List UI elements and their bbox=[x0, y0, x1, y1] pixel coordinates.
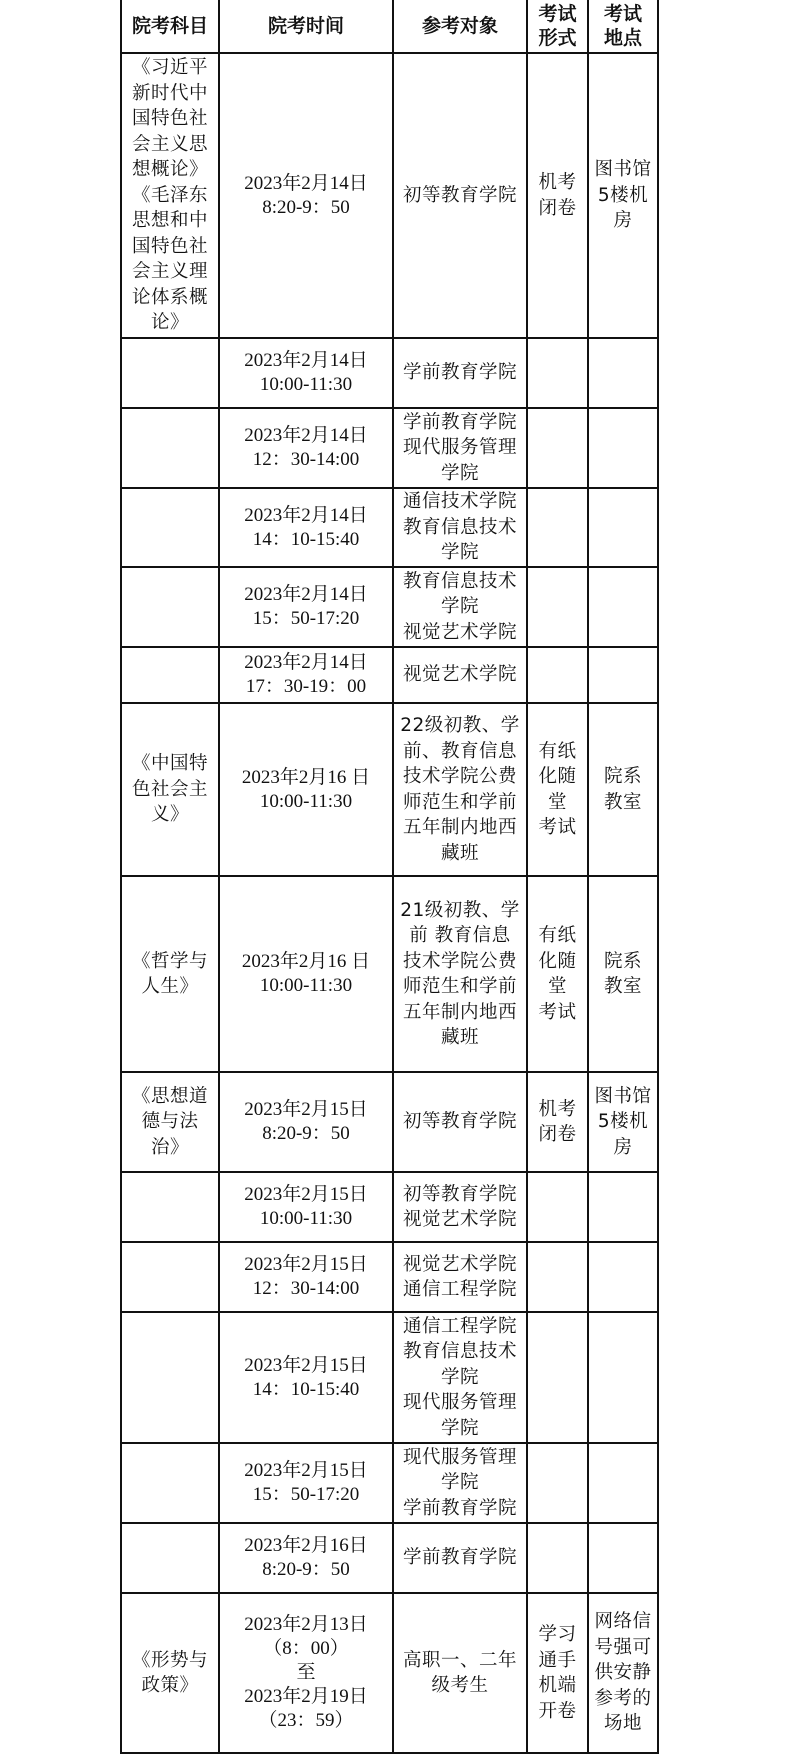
subject-text: 想概论》 bbox=[131, 159, 208, 181]
time-text: 2023年2月15日 bbox=[244, 1460, 368, 1481]
subject-text: 思想和中 bbox=[131, 210, 208, 232]
participants-text: 级考生 bbox=[431, 1675, 489, 1696]
table-row bbox=[121, 647, 658, 703]
time-text: 2023年2月15日 bbox=[244, 1254, 368, 1275]
time-text: 8:20-9：50 bbox=[262, 1123, 350, 1144]
subject-text: 论体系概 bbox=[131, 286, 208, 308]
participants-cell bbox=[393, 647, 527, 703]
time-cell bbox=[219, 1593, 393, 1753]
table-row bbox=[121, 488, 658, 567]
subject-cell bbox=[121, 1242, 219, 1312]
format-text: 机考 bbox=[538, 172, 577, 193]
participants-text: 现代服务管理 bbox=[402, 1446, 517, 1468]
table-row bbox=[121, 1312, 658, 1443]
subject-text: 《形势与 bbox=[131, 1649, 208, 1671]
time-cell bbox=[219, 53, 393, 338]
format-cell bbox=[527, 338, 588, 408]
participants-cell bbox=[393, 1172, 527, 1242]
subject-text: 治》 bbox=[150, 1136, 189, 1158]
participants-text: 学院 bbox=[440, 542, 479, 564]
time-text: 14：10-15:40 bbox=[252, 1378, 360, 1400]
participants-text: 五年制内地西 bbox=[402, 1001, 517, 1023]
subject-cell bbox=[121, 567, 219, 647]
location-text: 房 bbox=[613, 210, 633, 232]
participants-text: 初等教育学院 bbox=[402, 1111, 517, 1133]
location-text: 院系 bbox=[603, 766, 642, 787]
header-participants bbox=[393, 0, 527, 53]
location-text: 供安静 bbox=[594, 1662, 652, 1684]
time-text: 8:20-9：50 bbox=[262, 196, 350, 218]
location-cell bbox=[588, 647, 658, 703]
header-format bbox=[527, 0, 588, 53]
format-text: 闭卷 bbox=[538, 1124, 577, 1145]
time-cell bbox=[219, 1312, 393, 1443]
time-text: 2023年2月19日 bbox=[244, 1686, 368, 1707]
time-text: 10:00-11:30 bbox=[259, 790, 353, 812]
header-participants-label: 参考对象 bbox=[421, 14, 498, 37]
table-row bbox=[121, 1593, 658, 1753]
header-location-label-1: 考试 bbox=[603, 2, 642, 25]
location-cell bbox=[588, 1312, 658, 1443]
time-cell bbox=[219, 1072, 393, 1172]
participants-text: 藏班 bbox=[440, 1027, 479, 1048]
participants-text: 视觉艺术学院 bbox=[402, 1209, 517, 1230]
table-row bbox=[121, 1523, 658, 1593]
subject-cell bbox=[121, 1172, 219, 1242]
location-text: 教室 bbox=[603, 976, 642, 997]
header-location-label-2: 地点 bbox=[603, 26, 642, 49]
participants-text: 初等教育学院 bbox=[402, 184, 517, 206]
participants-cell bbox=[393, 1443, 527, 1523]
schedule-body bbox=[121, 53, 658, 1753]
table-row bbox=[121, 876, 658, 1072]
location-text: 5楼机 bbox=[597, 184, 649, 206]
subject-cell bbox=[121, 876, 219, 1072]
participants-text: 学院 bbox=[440, 1472, 479, 1494]
subject-text: 论》 bbox=[150, 312, 189, 334]
table-row bbox=[121, 53, 658, 338]
subject-cell bbox=[121, 488, 219, 567]
participants-text: 通信技术学院 bbox=[402, 491, 517, 513]
location-text: 图书馆 bbox=[594, 1085, 652, 1107]
participants-text: 藏班 bbox=[440, 842, 479, 864]
format-text: 通手 bbox=[538, 1649, 577, 1671]
participants-text: 21级初教、学 bbox=[400, 899, 520, 921]
participants-text: 通信工程学院 bbox=[402, 1279, 517, 1300]
format-text: 有纸 bbox=[538, 740, 577, 762]
time-cell bbox=[219, 338, 393, 408]
participants-text: 技术学院公费 bbox=[402, 950, 517, 972]
time-text: 12：30-14:00 bbox=[252, 1278, 360, 1299]
format-cell bbox=[527, 1593, 588, 1753]
format-cell bbox=[527, 53, 588, 338]
format-cell bbox=[527, 408, 588, 488]
time-cell bbox=[219, 1172, 393, 1242]
participants-text: 现代服务管理 bbox=[402, 1392, 517, 1414]
participants-cell bbox=[393, 488, 527, 567]
time-text: 14：10-15:40 bbox=[252, 528, 360, 550]
location-text: 房 bbox=[613, 1136, 633, 1158]
header-format-label-1: 考试 bbox=[538, 2, 577, 25]
format-cell bbox=[527, 1072, 588, 1172]
location-cell bbox=[588, 488, 658, 567]
subject-text: 色社会主 bbox=[131, 778, 208, 800]
subject-text: 《思想道 bbox=[131, 1085, 208, 1107]
format-text: 开卷 bbox=[538, 1700, 577, 1722]
participants-text: 通信工程学院 bbox=[402, 1315, 517, 1337]
header-time-label: 院考时间 bbox=[267, 14, 344, 37]
exam-schedule-table bbox=[120, 0, 659, 1754]
time-cell bbox=[219, 647, 393, 703]
format-text: 考试 bbox=[538, 1001, 577, 1023]
format-text: 闭卷 bbox=[538, 197, 577, 219]
location-cell bbox=[588, 1172, 658, 1242]
subject-text: 《中国特 bbox=[131, 753, 208, 775]
time-text: （23：59） bbox=[258, 1710, 354, 1731]
subject-cell bbox=[121, 1443, 219, 1523]
format-text: 堂 bbox=[547, 791, 567, 813]
location-cell bbox=[588, 1593, 658, 1753]
subject-text: 国特色社 bbox=[131, 108, 208, 130]
table-row bbox=[121, 1242, 658, 1312]
time-cell bbox=[219, 488, 393, 567]
time-text: 2023年2月16 日 bbox=[241, 766, 371, 788]
format-text: 机端 bbox=[538, 1675, 577, 1696]
table-row bbox=[121, 1443, 658, 1523]
subject-text: 国特色社 bbox=[131, 235, 208, 257]
location-cell bbox=[588, 338, 658, 408]
participants-text: 师范生和学前 bbox=[402, 791, 517, 813]
header-format-label-2: 形式 bbox=[538, 26, 577, 49]
subject-text: 人生》 bbox=[141, 976, 199, 997]
participants-text: 教育信息技术 bbox=[402, 1341, 517, 1363]
format-cell bbox=[527, 488, 588, 567]
time-text: 2023年2月14日 bbox=[244, 652, 368, 673]
participants-text: 前 教育信息 bbox=[409, 925, 511, 946]
participants-text: 教育信息技术 bbox=[402, 516, 517, 538]
location-text: 参考的 bbox=[594, 1687, 652, 1709]
participants-cell bbox=[393, 408, 527, 488]
location-cell bbox=[588, 1072, 658, 1172]
format-cell bbox=[527, 1523, 588, 1593]
subject-text: 《哲学与 bbox=[131, 950, 208, 972]
header-subject bbox=[121, 0, 219, 53]
participants-text: 视觉艺术学院 bbox=[402, 1253, 517, 1275]
location-cell bbox=[588, 876, 658, 1072]
header-subject-label: 院考科目 bbox=[131, 14, 208, 37]
participants-text: 师范生和学前 bbox=[402, 976, 517, 997]
format-text: 机考 bbox=[538, 1098, 577, 1120]
table-row bbox=[121, 408, 658, 488]
subject-cell bbox=[121, 703, 219, 876]
time-cell bbox=[219, 876, 393, 1072]
location-text: 教室 bbox=[603, 791, 642, 813]
time-text: 15：50-17:20 bbox=[252, 608, 360, 629]
time-cell bbox=[219, 408, 393, 488]
time-text: 2023年2月15日 bbox=[244, 1184, 368, 1205]
subject-cell bbox=[121, 1523, 219, 1593]
location-cell bbox=[588, 408, 658, 488]
participants-text: 学院 bbox=[440, 596, 479, 618]
subject-text: 政策》 bbox=[141, 1675, 199, 1696]
subject-text: 《毛泽东 bbox=[131, 184, 208, 206]
participants-cell bbox=[393, 53, 527, 338]
format-cell bbox=[527, 876, 588, 1072]
participants-cell bbox=[393, 1072, 527, 1172]
location-text: 图书馆 bbox=[594, 159, 652, 181]
format-cell bbox=[527, 1242, 588, 1312]
time-text: 2023年2月15日 bbox=[244, 1099, 368, 1120]
subject-text: 会主义理 bbox=[131, 261, 208, 283]
table-row bbox=[121, 338, 658, 408]
location-cell bbox=[588, 1523, 658, 1593]
location-cell bbox=[588, 703, 658, 876]
format-cell bbox=[527, 1443, 588, 1523]
time-cell bbox=[219, 1242, 393, 1312]
time-text: 2023年2月16 日 bbox=[241, 951, 371, 972]
format-cell bbox=[527, 647, 588, 703]
participants-text: 视觉艺术学院 bbox=[402, 621, 517, 643]
format-cell bbox=[527, 703, 588, 876]
subject-cell bbox=[121, 1072, 219, 1172]
time-cell bbox=[219, 1443, 393, 1523]
table-row bbox=[121, 703, 658, 876]
subject-text: 义》 bbox=[150, 804, 189, 826]
participants-cell bbox=[393, 1312, 527, 1443]
subject-cell bbox=[121, 338, 219, 408]
participants-text: 初等教育学院 bbox=[402, 1183, 517, 1205]
participants-text: 高职一、二年 bbox=[402, 1649, 517, 1671]
subject-text: 《习近平 bbox=[131, 57, 208, 79]
format-cell bbox=[527, 1312, 588, 1443]
time-text: 2023年2月14日 bbox=[244, 584, 368, 605]
subject-cell bbox=[121, 1593, 219, 1753]
time-text: 15：50-17:20 bbox=[252, 1484, 360, 1505]
participants-cell bbox=[393, 1593, 527, 1753]
time-text: 12：30-14:00 bbox=[252, 449, 360, 470]
location-text: 网络信 bbox=[594, 1611, 652, 1633]
participants-text: 五年制内地西 bbox=[402, 817, 517, 838]
participants-cell bbox=[393, 338, 527, 408]
participants-text: 学前教育学院 bbox=[402, 1547, 517, 1569]
time-text: 2023年2月16日 bbox=[244, 1535, 368, 1556]
participants-text: 学院 bbox=[440, 1417, 479, 1439]
format-text: 化随 bbox=[538, 950, 577, 972]
time-text: 2023年2月14日 bbox=[244, 172, 368, 194]
location-text: 5楼机 bbox=[597, 1111, 649, 1133]
time-cell bbox=[219, 567, 393, 647]
subject-cell bbox=[121, 1312, 219, 1443]
time-text: 2023年2月14日 bbox=[244, 425, 368, 446]
participants-cell bbox=[393, 567, 527, 647]
participants-text: 教育信息技术 bbox=[402, 570, 517, 592]
location-cell bbox=[588, 567, 658, 647]
location-cell bbox=[588, 1443, 658, 1523]
format-text: 考试 bbox=[538, 817, 577, 838]
participants-text: 学院 bbox=[440, 1366, 479, 1388]
time-text: 2023年2月14日 bbox=[244, 350, 368, 371]
participants-text: 学前教育学院 bbox=[402, 411, 517, 433]
participants-text: 前、教育信息 bbox=[402, 740, 517, 762]
time-text: 10:00-11:30 bbox=[259, 374, 353, 395]
time-text: 2023年2月14日 bbox=[244, 504, 368, 526]
participants-cell bbox=[393, 703, 527, 876]
subject-cell bbox=[121, 647, 219, 703]
participants-cell bbox=[393, 1242, 527, 1312]
location-text: 院系 bbox=[603, 950, 642, 972]
time-text: 8:20-9：50 bbox=[262, 1559, 350, 1580]
table-row bbox=[121, 567, 658, 647]
time-cell bbox=[219, 703, 393, 876]
participants-text: 学前教育学院 bbox=[402, 1497, 517, 1519]
format-text: 化随 bbox=[538, 766, 577, 787]
header-location bbox=[588, 0, 658, 53]
subject-cell bbox=[121, 53, 219, 338]
location-cell bbox=[588, 53, 658, 338]
participants-text: 技术学院公费 bbox=[402, 766, 517, 787]
location-cell bbox=[588, 1242, 658, 1312]
participants-text: 现代服务管理 bbox=[402, 437, 517, 459]
subject-text: 会主义思 bbox=[131, 133, 208, 155]
header-time bbox=[219, 0, 393, 53]
format-text: 学习 bbox=[538, 1624, 577, 1645]
time-cell bbox=[219, 1523, 393, 1593]
header-row bbox=[121, 0, 658, 53]
participants-text: 学前教育学院 bbox=[402, 362, 517, 384]
format-text: 有纸 bbox=[538, 925, 577, 946]
time-text: 10:00-11:30 bbox=[259, 1208, 353, 1229]
participants-text: 学院 bbox=[440, 462, 479, 484]
time-text: 10:00-11:30 bbox=[259, 975, 353, 996]
participants-cell bbox=[393, 1523, 527, 1593]
location-text: 号强可 bbox=[594, 1636, 652, 1658]
time-text: 17：30-19：00 bbox=[245, 676, 367, 697]
subject-text: 新时代中 bbox=[131, 82, 208, 104]
participants-text: 视觉艺术学院 bbox=[402, 664, 517, 686]
subject-cell bbox=[121, 408, 219, 488]
participants-text: 22级初教、学 bbox=[400, 715, 520, 736]
time-text: 至 bbox=[296, 1662, 316, 1683]
table-row bbox=[121, 1072, 658, 1172]
table-row bbox=[121, 1172, 658, 1242]
time-text: （8：00） bbox=[263, 1638, 349, 1659]
format-cell bbox=[527, 1172, 588, 1242]
format-cell bbox=[527, 567, 588, 647]
subject-text: 德与法 bbox=[141, 1111, 199, 1133]
participants-cell bbox=[393, 876, 527, 1072]
format-text: 堂 bbox=[547, 976, 567, 997]
location-text: 场地 bbox=[603, 1713, 642, 1735]
time-text: 2023年2月15日 bbox=[244, 1354, 368, 1376]
time-text: 2023年2月13日 bbox=[244, 1614, 368, 1635]
